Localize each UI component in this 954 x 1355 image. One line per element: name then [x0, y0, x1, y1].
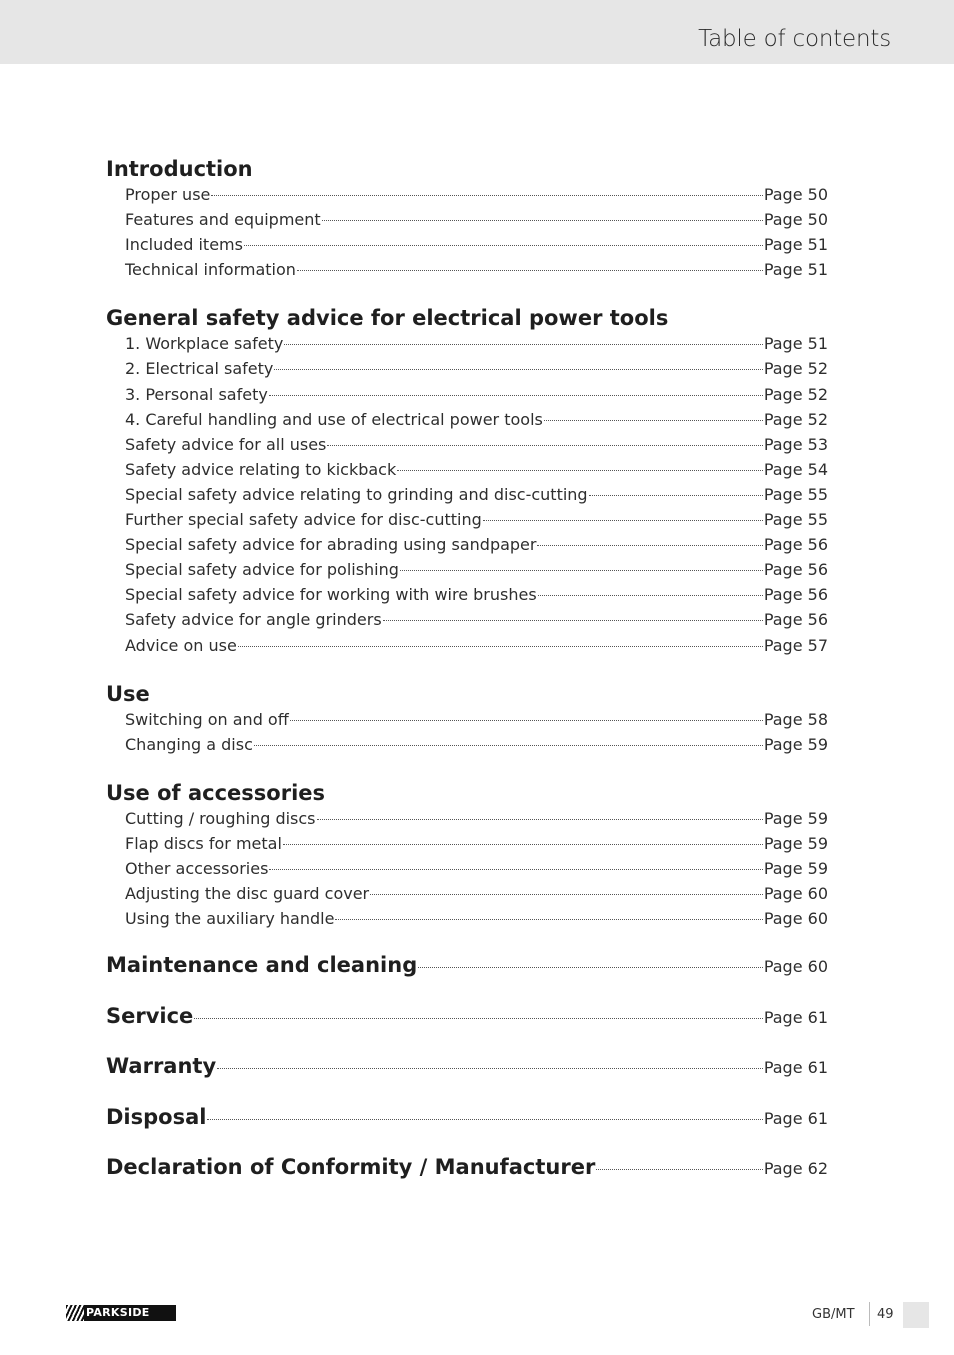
logo-slashes-icon: [66, 1305, 84, 1321]
entry-page: Page 53: [763, 434, 828, 454]
dot-leader: [327, 445, 762, 446]
entry-label: 2. Electrical safety: [125, 359, 274, 379]
entry-label: Adjusting the disc guard cover: [125, 884, 370, 904]
entry-label: Special safety advice for polishing: [125, 560, 399, 580]
entry-label: Further special safety advice for disc-cutting: [125, 510, 482, 530]
spacer: [106, 658, 828, 681]
dot-leader: [317, 819, 763, 820]
entry-label: Switching on and off: [125, 709, 289, 729]
entry-page: Page 52: [763, 409, 828, 429]
main-entry-label: Warranty: [106, 1054, 217, 1079]
entry-page: Page 60: [763, 909, 828, 929]
dot-leader: [400, 570, 763, 571]
entry-label: Features and equipment: [125, 210, 321, 230]
dot-leader: [254, 745, 763, 746]
section-introduction: [106, 156, 828, 282]
toc-main-entry[interactable]: [106, 1105, 828, 1156]
entry-page: Page 59: [763, 734, 828, 754]
main-entry-page: Page 61: [763, 1007, 828, 1027]
entry-list: [106, 182, 828, 282]
dot-leader: [244, 245, 763, 246]
dot-leader: [322, 220, 763, 221]
section-use: [106, 681, 828, 757]
entry-page: Page 59: [763, 833, 828, 853]
toc-entry[interactable]: [106, 331, 828, 356]
toc-entry[interactable]: [106, 432, 828, 457]
entry-page: Page 51: [763, 260, 828, 280]
entry-label: Other accessories: [125, 858, 269, 878]
main-entry-page: Page 61: [763, 1108, 828, 1128]
toc-entry[interactable]: [106, 382, 828, 407]
entry-label: Included items: [125, 235, 243, 255]
toc-entry[interactable]: [106, 407, 828, 432]
country-code: GB/MT: [812, 1307, 855, 1322]
entry-page: Page 50: [763, 210, 828, 230]
dot-leader: [238, 646, 763, 647]
entry-page: Page 55: [763, 510, 828, 530]
entry-page: Page 58: [763, 709, 828, 729]
entry-label: Advice on use: [125, 635, 237, 655]
entry-page: Page 56: [763, 560, 828, 580]
toc-entry[interactable]: [106, 831, 828, 856]
entry-page: Page 52: [763, 384, 828, 404]
entry-label: Using the auxiliary handle: [125, 909, 335, 929]
toc-entry[interactable]: [106, 532, 828, 557]
toc-entry[interactable]: [106, 356, 828, 381]
entry-page: Page 59: [763, 858, 828, 878]
toc-entry[interactable]: [106, 906, 828, 931]
section-general-safety: [106, 305, 828, 657]
dot-leader: [283, 844, 763, 845]
dot-leader: [211, 195, 762, 196]
toc-entry[interactable]: [106, 457, 828, 482]
spacer: [106, 931, 828, 953]
toc-entry[interactable]: [106, 732, 828, 757]
entry-label: Safety advice for all uses: [125, 434, 327, 454]
toc-entry[interactable]: [106, 582, 828, 607]
entry-label: Technical information: [125, 260, 296, 280]
entry-label: Flap discs for metal: [125, 833, 282, 853]
toc-entry[interactable]: [106, 806, 828, 831]
entry-page: Page 51: [763, 334, 828, 354]
toc-main-entry[interactable]: [106, 1155, 828, 1206]
dot-leader: [544, 420, 763, 421]
entry-label: 1. Workplace safety: [125, 334, 284, 354]
entry-page: Page 55: [763, 484, 828, 504]
dot-leader: [397, 470, 763, 471]
toc-entry[interactable]: [106, 507, 828, 532]
entry-page: Page 52: [763, 359, 828, 379]
section-heading: Use of accessories: [106, 780, 326, 805]
footer-divider: [869, 1302, 870, 1326]
dot-leader: [383, 620, 763, 621]
main-entry-page: Page 60: [763, 957, 828, 977]
entry-page: Page 50: [763, 185, 828, 204]
entry-list: [106, 806, 828, 931]
dot-leader: [207, 1119, 762, 1120]
toc-main-entry[interactable]: [106, 1004, 828, 1055]
toc-entry[interactable]: [106, 182, 828, 207]
main-entry-label: Maintenance and cleaning: [106, 953, 418, 978]
entry-page: Page 56: [763, 535, 828, 555]
toc-entry[interactable]: [106, 557, 828, 582]
spacer: [106, 757, 828, 780]
brand-logo: [66, 1305, 176, 1321]
entry-page: Page 51: [763, 235, 828, 255]
entry-page: Page 56: [763, 610, 828, 630]
entry-label: Special safety advice for abrading using sandpaper: [125, 535, 537, 555]
toc-entry[interactable]: [106, 607, 828, 632]
toc-entry[interactable]: [106, 881, 828, 906]
toc-entry[interactable]: [106, 482, 828, 507]
dot-leader: [290, 720, 763, 721]
dot-leader: [194, 1018, 763, 1019]
dot-leader: [537, 545, 762, 546]
toc-main-entry[interactable]: [106, 1054, 828, 1105]
section-use-of-accessories: [106, 780, 828, 931]
entry-page: Page 56: [763, 585, 828, 605]
page-number: 49: [877, 1307, 894, 1322]
dot-leader: [297, 270, 763, 271]
entry-page: Page 54: [763, 459, 828, 479]
main-entry-page: Page 62: [763, 1159, 828, 1179]
toc-entry[interactable]: [106, 856, 828, 881]
entry-list: [106, 331, 828, 657]
section-heading: Introduction: [106, 157, 253, 181]
table-of-contents: [106, 156, 828, 1206]
footer-tab: [903, 1302, 929, 1328]
page-title: Table of contents: [698, 26, 891, 52]
dot-leader: [269, 395, 763, 396]
entry-label: Proper use: [125, 185, 211, 204]
dot-leader: [274, 369, 762, 370]
entry-label: Safety advice for angle grinders: [125, 610, 382, 630]
dot-leader: [217, 1068, 763, 1069]
section-heading: General safety advice for electrical power tools: [106, 306, 669, 331]
toc-main-entry[interactable]: [106, 953, 828, 1004]
dot-leader: [370, 894, 763, 895]
brand-name: PARKSIDE: [86, 1306, 150, 1319]
entry-label: Special safety advice relating to grinding and disc-cutting: [125, 484, 588, 504]
entry-label: 4. Careful handling and use of electrical power tools: [125, 409, 543, 429]
toc-entry[interactable]: [106, 633, 828, 658]
entry-page: Page 59: [763, 808, 828, 828]
main-entry-label: Service: [106, 1003, 194, 1028]
entry-page: Page 60: [763, 884, 828, 904]
spacer: [106, 282, 828, 305]
dot-leader: [335, 919, 762, 920]
entry-list: [106, 707, 828, 757]
dot-leader: [596, 1169, 763, 1170]
entry-label: Cutting / roughing discs: [125, 808, 316, 828]
toc-entry[interactable]: [106, 707, 828, 732]
toc-entry[interactable]: [106, 207, 828, 232]
entry-page: Page 57: [763, 635, 828, 655]
toc-entry[interactable]: [106, 257, 828, 282]
toc-entry[interactable]: [106, 232, 828, 257]
entry-label: Special safety advice for working with wire brushes: [125, 585, 537, 605]
entry-label: Changing a disc: [125, 734, 253, 754]
entry-label: 3. Personal safety: [125, 384, 268, 404]
main-entry-label: Disposal: [106, 1104, 207, 1129]
main-entry-page: Page 61: [763, 1058, 828, 1078]
dot-leader: [483, 520, 763, 521]
entry-label: Safety advice relating to kickback: [125, 459, 397, 479]
dot-leader: [589, 495, 763, 496]
dot-leader: [418, 967, 763, 968]
dot-leader: [538, 595, 763, 596]
section-heading: Use: [106, 681, 150, 706]
dot-leader: [269, 869, 762, 870]
main-entry-label: Declaration of Conformity / Manufacturer: [106, 1155, 596, 1180]
dot-leader: [284, 344, 762, 345]
